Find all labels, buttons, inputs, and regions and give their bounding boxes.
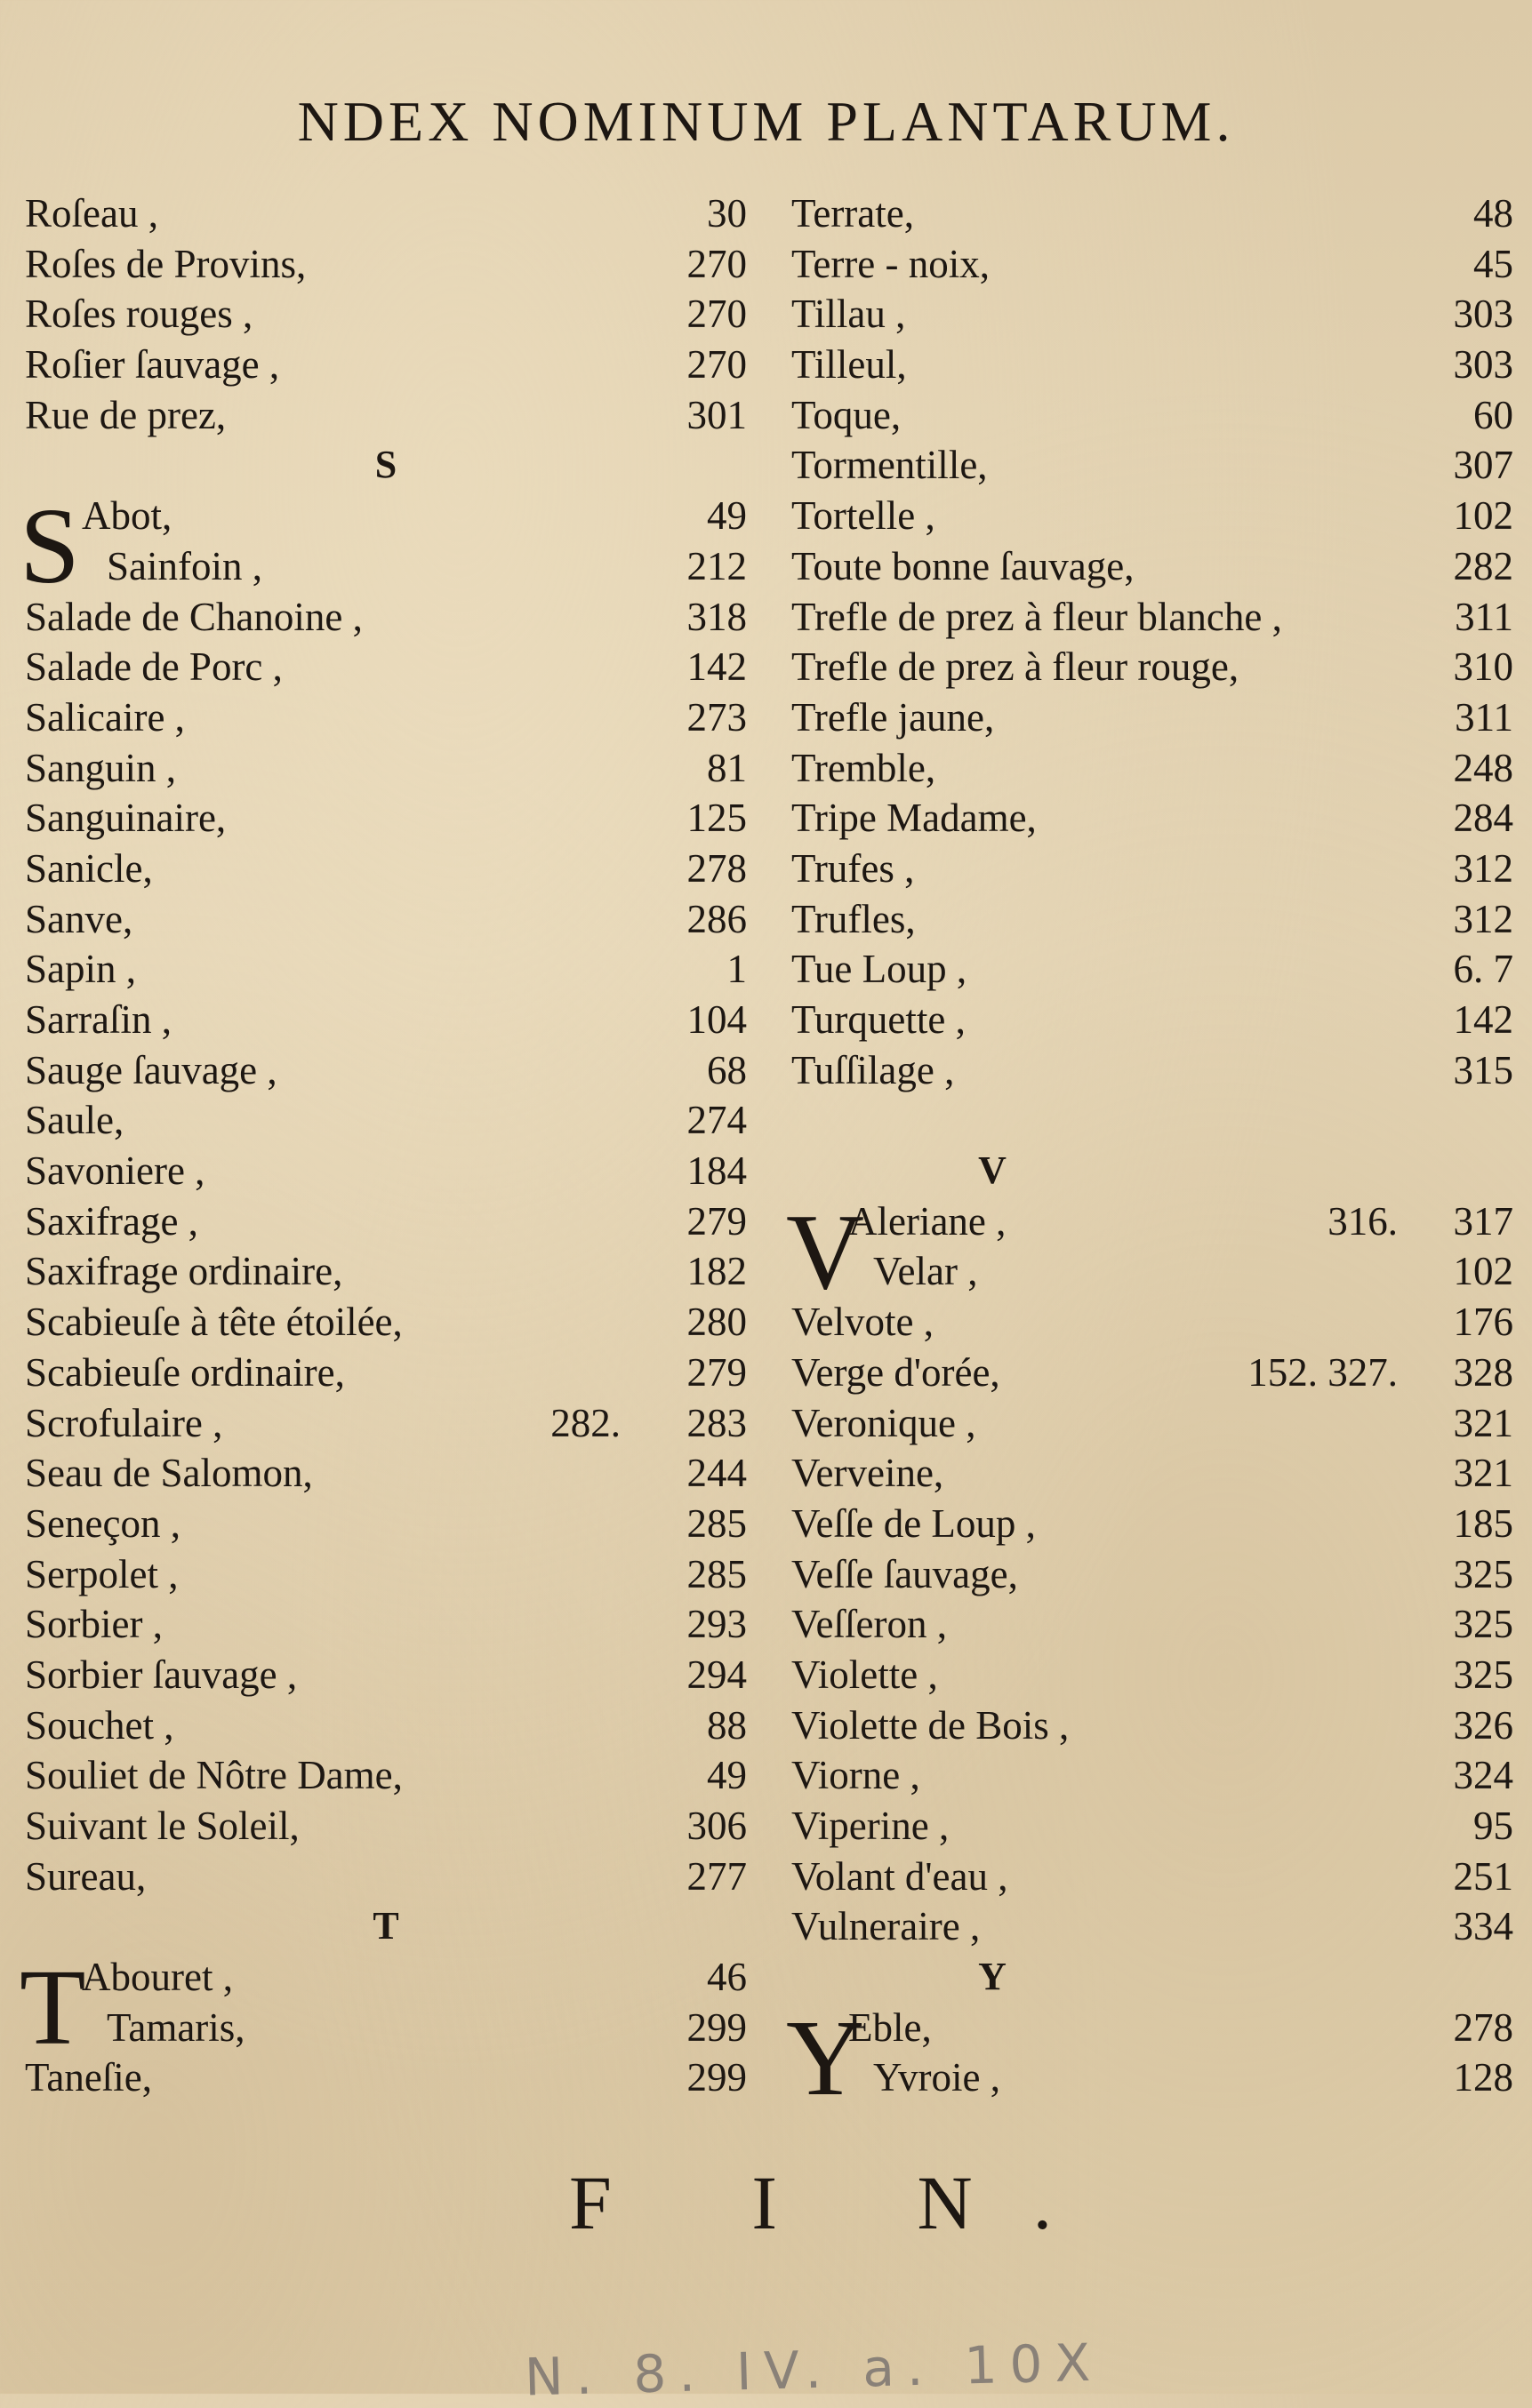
drop-capital: T xyxy=(20,1948,86,2068)
index-entry xyxy=(25,289,747,340)
index-entry xyxy=(25,340,747,390)
index-entry xyxy=(791,1448,1513,1499)
index-entry xyxy=(25,1196,747,1247)
plant-name: Viperine , xyxy=(791,1804,950,1848)
index-entry xyxy=(25,894,747,945)
page-number: 184 xyxy=(686,1148,747,1194)
plant-name: Sarraſin , xyxy=(25,997,172,1042)
index-entry xyxy=(791,692,1513,743)
page-number: 95 xyxy=(1473,1804,1513,1848)
plant-name: Sanguinaire, xyxy=(25,796,227,841)
index-entry xyxy=(791,390,1513,441)
index-entry xyxy=(791,1852,1513,1902)
index-entry xyxy=(791,340,1513,390)
index-entry xyxy=(791,743,1513,794)
index-entry xyxy=(25,1499,747,1549)
plant-name: Trufles, xyxy=(791,896,916,941)
plant-name: Tormentille, xyxy=(791,443,988,488)
index-entry xyxy=(791,541,1513,592)
page-number: 280 xyxy=(686,1300,747,1345)
plant-name: Toute bonne ſauvage, xyxy=(791,543,1135,588)
section-letter-heading xyxy=(25,440,747,491)
plant-name: Eble, xyxy=(848,2004,932,2050)
plant-name: Tamaris, xyxy=(107,2004,245,2050)
plant-name: Scabieuſe à tête étoilée, xyxy=(25,1300,403,1345)
section-letter: Y xyxy=(978,1955,1007,1999)
plant-name: Veronique , xyxy=(791,1400,976,1445)
plant-name: Yvroie , xyxy=(873,2055,1000,2100)
extra-page-reference: 152. 327. xyxy=(1247,1349,1398,1395)
section-letter-heading xyxy=(791,1146,1513,1196)
index-entry xyxy=(25,541,747,592)
plant-name: Trefle de prez à fleur rouge, xyxy=(791,644,1239,690)
index-entry xyxy=(791,1045,1513,1096)
plant-name: Veſſe de Loup , xyxy=(791,1500,1036,1546)
section-letter-heading xyxy=(25,1901,747,1952)
plant-name: Turquette , xyxy=(791,997,966,1042)
page-number: 279 xyxy=(686,1198,747,1244)
index-entry xyxy=(791,1801,1513,1852)
plant-name: Salicaire , xyxy=(25,694,185,740)
index-entry xyxy=(25,1650,747,1700)
plant-name: Trefle jaune, xyxy=(791,694,995,740)
page-number: 88 xyxy=(707,1702,747,1748)
index-column-right xyxy=(786,188,1513,2118)
page-number: 321 xyxy=(1453,1400,1513,1445)
index-entry xyxy=(791,1700,1513,1751)
page-number: 310 xyxy=(1453,644,1513,690)
index-entry xyxy=(25,743,747,794)
plant-name: Roſier ſauvage , xyxy=(25,342,280,388)
plant-name: Sainfoin , xyxy=(107,543,262,588)
plant-name: Roſes de Provins, xyxy=(25,241,307,286)
page-number: 318 xyxy=(686,594,747,639)
index-entry xyxy=(25,592,747,643)
index-entry xyxy=(25,2003,747,2053)
page-number: 328 xyxy=(1453,1349,1513,1395)
page-number: 293 xyxy=(686,1602,747,1647)
index-entry xyxy=(25,1398,747,1449)
index-entry xyxy=(25,1045,747,1096)
index-entry xyxy=(25,1246,747,1297)
page-number: 185 xyxy=(1453,1500,1513,1546)
page-number: 251 xyxy=(1453,1853,1513,1899)
plant-name: Sapin , xyxy=(25,947,137,992)
page-number: 104 xyxy=(686,997,747,1042)
index-entry xyxy=(791,1297,1513,1348)
page-number: 286 xyxy=(686,896,747,941)
plant-name: Violette , xyxy=(791,1652,938,1697)
extra-page-reference: 282. xyxy=(550,1400,621,1445)
page-number: 270 xyxy=(686,342,747,388)
page-number: 6. 7 xyxy=(1453,947,1513,992)
page-number: 128 xyxy=(1453,2055,1513,2100)
page-number: 48 xyxy=(1473,191,1513,236)
index-entry xyxy=(25,1348,747,1398)
plant-name: Seau de Salomon, xyxy=(25,1451,313,1496)
page-number: 102 xyxy=(1453,493,1513,539)
plant-name: Tue Loup , xyxy=(791,947,967,992)
page-number: 325 xyxy=(1453,1602,1513,1647)
plant-name: Tremble, xyxy=(791,745,936,790)
index-entry xyxy=(25,188,747,239)
page-number: 46 xyxy=(707,1955,747,2000)
index-entry xyxy=(791,642,1513,692)
index-entry xyxy=(791,440,1513,491)
plant-name: Verveine, xyxy=(791,1451,944,1496)
index-entry xyxy=(25,1297,747,1348)
page-number: 60 xyxy=(1473,392,1513,437)
library-shelfmark: N. 8. IV. a. 10X xyxy=(524,2332,1103,2408)
index-entry xyxy=(791,188,1513,239)
page-number: 311 xyxy=(1455,594,1513,639)
page-number: 303 xyxy=(1453,292,1513,337)
page-number: 248 xyxy=(1453,745,1513,790)
index-entry xyxy=(791,894,1513,945)
page-number: 68 xyxy=(707,1047,747,1092)
plant-name: Rue de prez, xyxy=(25,392,227,437)
plant-name: Tortelle , xyxy=(791,493,935,539)
index-entry xyxy=(791,793,1513,844)
section-letter: S xyxy=(374,443,397,487)
plant-name: Vulneraire , xyxy=(791,1904,981,1949)
drop-capital: Y xyxy=(786,1997,865,2118)
index-entry xyxy=(791,1348,1513,1398)
plant-name: Viorne , xyxy=(791,1753,920,1798)
plant-name: Salade de Chanoine , xyxy=(25,594,363,639)
page-number: 49 xyxy=(707,493,747,539)
page-number: 321 xyxy=(1453,1451,1513,1496)
plant-name: Aleriane , xyxy=(848,1198,1007,1244)
plant-name: Terrate, xyxy=(791,191,914,236)
index-entry xyxy=(25,1700,747,1751)
plant-name: Taneſie, xyxy=(25,2055,153,2100)
page-number: 212 xyxy=(686,543,747,588)
page-number: 270 xyxy=(686,292,747,337)
plant-name: Roſes rouges , xyxy=(25,292,253,337)
index-entry xyxy=(791,239,1513,290)
index-entry xyxy=(791,289,1513,340)
page-number: 81 xyxy=(707,745,747,790)
drop-capital: S xyxy=(20,486,80,607)
page-number: 274 xyxy=(686,1098,747,1143)
index-entry xyxy=(791,944,1513,995)
plant-name: Souchet , xyxy=(25,1702,174,1748)
page-number: 325 xyxy=(1453,1652,1513,1697)
index-entry xyxy=(791,1499,1513,1549)
plant-name: Velar , xyxy=(873,1249,978,1294)
page-number: 182 xyxy=(686,1249,747,1294)
index-entry xyxy=(25,2052,747,2103)
plant-name: Sanicle, xyxy=(25,845,153,891)
page-number: 279 xyxy=(686,1349,747,1395)
index-entry xyxy=(791,1599,1513,1650)
plant-name: Trefle de prez à fleur blanche , xyxy=(791,594,1282,639)
plant-name: Volant d'eau , xyxy=(791,1853,1008,1899)
section-letter: T xyxy=(373,1904,399,1948)
plant-name: Abot, xyxy=(82,493,172,539)
index-entry xyxy=(791,844,1513,894)
index-entry xyxy=(791,1246,1513,1297)
index-entry xyxy=(791,1398,1513,1449)
plant-name: Seneçon , xyxy=(25,1500,180,1546)
page-number: 285 xyxy=(686,1500,747,1546)
plant-name: Verge d'orée, xyxy=(791,1349,1000,1395)
plant-name: Toque, xyxy=(791,392,902,437)
plant-name: Terre - noix, xyxy=(791,241,991,286)
page-number: 244 xyxy=(686,1451,747,1496)
plant-name: Tillau , xyxy=(791,292,906,337)
index-entry xyxy=(25,1750,747,1801)
page-number: 294 xyxy=(686,1652,747,1697)
index-entry xyxy=(25,239,747,290)
page-number: 273 xyxy=(686,694,747,740)
index-entry xyxy=(791,1750,1513,1801)
page-number: 299 xyxy=(686,2004,747,2050)
index-entry xyxy=(25,1852,747,1902)
plant-name: Scrofulaire , xyxy=(25,1400,223,1445)
page-number: 282 xyxy=(1453,543,1513,588)
page-number: 326 xyxy=(1453,1702,1513,1748)
extra-page-reference: 316. xyxy=(1327,1198,1398,1244)
index-entry xyxy=(25,995,747,1045)
plant-name: Tripe Madame, xyxy=(791,796,1037,841)
plant-name: Saule, xyxy=(25,1098,124,1143)
page-number: 306 xyxy=(686,1804,747,1848)
index-entry xyxy=(25,1448,747,1499)
page-number: 334 xyxy=(1453,1904,1513,1949)
plant-name: Velvote , xyxy=(791,1300,934,1345)
page-number: 270 xyxy=(686,241,747,286)
index-entry xyxy=(25,1599,747,1650)
plant-name: Sureau, xyxy=(25,1853,147,1899)
index-entry xyxy=(25,844,747,894)
plant-name: Violette de Bois , xyxy=(791,1702,1070,1748)
page-number: 324 xyxy=(1453,1753,1513,1798)
page-number: 283 xyxy=(686,1400,747,1445)
page-number: 142 xyxy=(686,644,747,690)
page-number: 45 xyxy=(1473,241,1513,286)
index-entry xyxy=(791,1901,1513,1952)
index-entry xyxy=(25,1801,747,1852)
page-number: 285 xyxy=(686,1551,747,1596)
page-number: 311 xyxy=(1455,694,1513,740)
plant-name: Suivant le Soleil, xyxy=(25,1804,300,1848)
plant-name: Souliet de Nôtre Dame, xyxy=(25,1753,403,1798)
page-number: 176 xyxy=(1453,1300,1513,1345)
page-number: 303 xyxy=(1453,342,1513,388)
page-number: 277 xyxy=(686,1853,747,1899)
section-letter: V xyxy=(978,1148,1007,1193)
index-entry xyxy=(25,390,747,441)
fin-colophon: F I N. xyxy=(569,2160,1113,2245)
plant-name: Sauge ſauvage , xyxy=(25,1047,277,1092)
page-number: 317 xyxy=(1453,1198,1513,1244)
plant-name: Veſſe ſauvage, xyxy=(791,1551,1018,1596)
plant-name: Sanve, xyxy=(25,896,133,941)
page-number: 1 xyxy=(726,947,747,992)
plant-name: Trufes , xyxy=(791,845,915,891)
plant-name: Savoniere , xyxy=(25,1148,205,1194)
index-entry xyxy=(791,1549,1513,1600)
page-number: 278 xyxy=(686,845,747,891)
page-number: 125 xyxy=(686,796,747,841)
index-entry xyxy=(25,1095,747,1146)
page-number: 278 xyxy=(1453,2004,1513,2050)
plant-name: Sorbier , xyxy=(25,1602,163,1647)
page-number: 102 xyxy=(1453,1249,1513,1294)
page-number: 142 xyxy=(1453,997,1513,1042)
plant-name: Saxifrage , xyxy=(25,1198,198,1244)
running-title: NDEX NOMINUM PLANTARUM. xyxy=(297,90,1235,153)
index-entry xyxy=(791,592,1513,643)
index-entry xyxy=(791,491,1513,541)
plant-name: Scabieuſe ordinaire, xyxy=(25,1349,345,1395)
plant-name: Salade de Porc , xyxy=(25,644,283,690)
page-number: 307 xyxy=(1453,443,1513,488)
page-number: 312 xyxy=(1453,845,1513,891)
page-number: 301 xyxy=(686,392,747,437)
index-entry xyxy=(25,793,747,844)
plant-name: Roſeau , xyxy=(25,191,158,236)
plant-name: Abouret , xyxy=(82,1955,233,2000)
index-entry xyxy=(791,2052,1513,2103)
page-number: 284 xyxy=(1453,796,1513,841)
index-entry xyxy=(791,1650,1513,1700)
plant-name: Serpolet , xyxy=(25,1551,179,1596)
plant-name: Sorbier ſauvage , xyxy=(25,1652,298,1697)
plant-name: Tuſſilage , xyxy=(791,1047,955,1092)
page-number: 299 xyxy=(686,2055,747,2100)
page-number: 315 xyxy=(1453,1047,1513,1092)
page-number: 49 xyxy=(707,1753,747,1798)
page-number: 312 xyxy=(1453,896,1513,941)
blank-line xyxy=(791,1095,1513,1146)
index-entry xyxy=(791,995,1513,1045)
page-number: 30 xyxy=(707,191,747,236)
index-entry xyxy=(25,1549,747,1600)
drop-capital: V xyxy=(786,1191,865,1312)
page-number: 325 xyxy=(1453,1551,1513,1596)
section-letter-heading xyxy=(791,1952,1513,2003)
index-entry xyxy=(25,944,747,995)
index-entry xyxy=(25,642,747,692)
plant-name: Tilleul, xyxy=(791,342,907,388)
plant-name: Sanguin , xyxy=(25,745,177,790)
plant-name: Saxifrage ordinaire, xyxy=(25,1249,343,1294)
index-entry xyxy=(25,692,747,743)
plant-name: Veſſeron , xyxy=(791,1602,947,1647)
